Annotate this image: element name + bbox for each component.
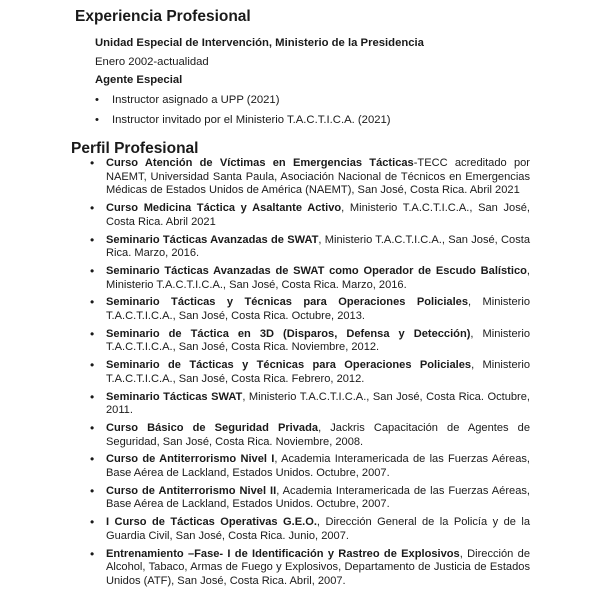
course-detail: , Ministerio T.A.C.T.I.C.A., San José, Costa Rica. Febrero, 2012. <box>106 359 530 385</box>
course-detail: , Dirección General de la Policía y de la Guardia Civil, San José, Costa Rica. Junio, 2007. <box>106 516 530 542</box>
course-item <box>90 485 530 512</box>
course-detail: , Ministerio T.A.C.T.I.C.A., San José, Costa Rica. Octubre, 2013. <box>106 296 530 323</box>
course-name: Seminario Tácticas Avanzadas de SWAT <box>106 233 319 246</box>
course-detail: -TECC acreditado por NAEMT, Universidad Santa Paula, Asociación Nacional de Técnicos en Emergencias Médicas de Estados Unidos de América (NAEMT), San José, Costa Rica. Abril 2021 <box>106 157 530 197</box>
course-item <box>90 453 530 480</box>
job-role: Agente Especial <box>95 74 183 86</box>
course-name: Entrenamiento –Fase- I de Identificación y Rastreo de Explosivos <box>106 547 460 560</box>
course-name: Curso Básico de Seguridad Privada <box>106 421 319 434</box>
course-name: Seminario Tácticas SWAT <box>106 390 243 403</box>
course-detail: , Jackris Capacitación de Agentes de Seguridad, San José, Costa Rica. Noviembre, 2008. <box>106 421 530 448</box>
course-item <box>90 157 530 198</box>
course-name: Seminario Tácticas y Técnicas para Operaciones Policiales <box>106 296 469 309</box>
experience-heading: Experiencia Profesional <box>75 8 251 25</box>
course-detail: , Academia Interamericada de las Fuerzas Aéreas, Base Aérea de Lackland, Estados Unidos. Octubre, 2007. <box>106 484 530 511</box>
course-detail: , Ministerio T.A.C.T.I.C.A., San José, Costa Rica. Abril 2021 <box>106 202 530 228</box>
organization-name: Unidad Especial de Intervención, Ministerio de la Presidencia <box>95 37 424 49</box>
course-detail: , Dirección de Alcohol, Tabaco, Armas de Fuego y Explosivos, Departamento de Justicia de Estados Unidos (ATF), San José, Costa Rica. Abril, 2007. <box>106 547 530 587</box>
course-name: Curso de Antiterrorismo Nivel II <box>106 484 277 497</box>
course-item <box>90 328 530 355</box>
course-item <box>90 265 530 292</box>
course-name: Seminario de Táctica en 3D (Disparos, Defensa y Detección) <box>106 327 471 340</box>
courses-list <box>90 157 530 593</box>
course-detail: , Ministerio T.A.C.T.I.C.A., San José, Costa Rica. Noviembre, 2012. <box>106 327 530 354</box>
course-item <box>90 422 530 449</box>
course-item <box>90 296 530 323</box>
course-item <box>90 391 530 418</box>
course-detail: , Ministerio T.A.C.T.I.C.A., San José, Costa Rica. Marzo, 2016. <box>106 264 530 291</box>
experience-duty-item: • Instructor asignado a UPP (2021) <box>95 90 391 110</box>
course-item <box>90 548 530 589</box>
experience-duty-item: • Instructor invitado por el Ministerio T.A.C.T.I.C.A. (2021) <box>95 110 391 130</box>
profile-heading: Perfil Profesional <box>71 140 199 157</box>
course-item <box>90 202 530 229</box>
course-name: Curso de Antiterrorismo Nivel I <box>106 453 275 466</box>
course-item <box>90 234 530 261</box>
course-detail: , Ministerio T.A.C.T.I.C.A., San José, Costa Rica. Octubre, 2011. <box>106 390 530 417</box>
course-detail: , Academia Interamericada de las Fuerzas Aéreas, Base Aérea de Lackland, Estados Unidos. Octubre, 2007. <box>106 453 531 480</box>
course-name: Seminario de Tácticas y Técnicas para Operaciones Policiales <box>106 359 472 372</box>
course-name: Seminario Tácticas Avanzadas de SWAT como Operador de Escudo Balístico <box>106 264 527 277</box>
course-name: Curso Atención de Víctimas en Emergencias Tácticas <box>106 157 414 169</box>
experience-duties-list <box>95 90 391 130</box>
employment-period: Enero 2002-actualidad <box>95 56 209 68</box>
course-name: I Curso de Tácticas Operativas G.E.O. <box>106 516 317 529</box>
course-name: Curso Medicina Táctica y Asaltante Activo <box>106 202 342 215</box>
course-item <box>90 359 530 386</box>
course-detail: , Ministerio T.A.C.T.I.C.A., San José, Costa Rica. Marzo, 2016. <box>106 233 530 260</box>
course-item <box>90 516 530 543</box>
